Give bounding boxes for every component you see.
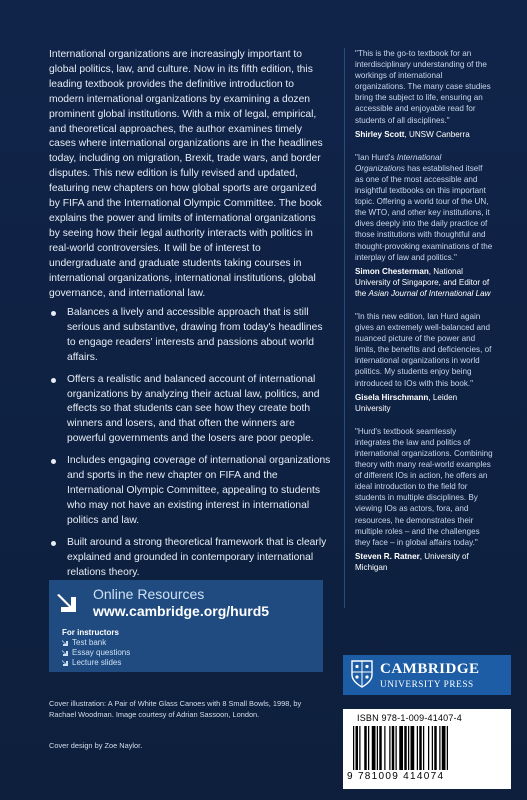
isbn-barcode — [343, 709, 511, 789]
endorsement-attribution — [355, 392, 493, 414]
cover-illustration-credit: Cover illustration: A Pair of White Glass Canoes with 8 Small Bowls, 1998, by Rachael Woodman. Image courtesy of Adrian Sassoon, London. — [49, 699, 302, 719]
endorser-name: Steven R. Ratner — [355, 551, 420, 561]
book-title: International Organizations — [355, 152, 442, 173]
online-resources-title: Online Resources — [93, 586, 205, 602]
barcode-bars — [353, 726, 501, 770]
endorser-affiliation: , University of Michigan — [355, 551, 469, 572]
arrow-icon — [62, 639, 69, 646]
endorsement-quote: "In this new edition, Ian Hurd again gives an extremely well-balanced and nuanced picture of the power and limits, the benefits and deficiencies, of international organizations in world politics. My students enjoy being introduced to IOs with this book." — [355, 311, 492, 388]
bullet-icon — [51, 459, 56, 464]
feature-item — [49, 454, 331, 529]
barcode-digits: 9 781009 414074 — [347, 771, 445, 782]
arrow-icon — [55, 588, 83, 616]
feature-item — [49, 536, 331, 581]
publisher-subname: UNIVERSITY PRESS — [380, 679, 474, 689]
endorsement-quote: "This is the go-to textbook for an interdisciplinary understanding of the workings of international organizations. The many case studies bring the subject to life, ensuring an accessible and enjoyable read for students of all disciplines." — [355, 49, 491, 125]
feature-text: Balances a lively and accessible approach that is still serious and substantive, drawing from today's headlines to engage readers' interests and passions about world affairs. — [67, 307, 323, 363]
isbn-label: ISBN 978-1-009-41407-4 — [357, 713, 462, 723]
resource-label: Test bank — [72, 638, 107, 647]
feature-item — [49, 306, 331, 366]
endorsements — [355, 48, 493, 585]
resource-label: Lecture slides — [72, 658, 122, 667]
endorsement-quote: "Hurd's textbook seamlessly integrates the law and politics of international organizations. Combining theory with many real-world examples of different IOs in action, he offers an ideal introduction to the field for students in multiple disciplines. By viewing IOs as actors, fora, and resources, he demonstrates their multiple roles – and the challenges they face – in global affairs today." — [355, 426, 493, 547]
resource-item — [62, 658, 130, 668]
endorser-affiliation: , Leiden University — [355, 392, 458, 413]
feature-text: Built around a strong theoretical framework that is clearly explained and grounded in contemporary international relations theory. — [67, 536, 327, 578]
arrow-icon — [62, 649, 69, 656]
bullet-icon — [51, 541, 56, 546]
endorsement-quote — [355, 152, 493, 263]
bullet-icon — [51, 311, 56, 316]
cover-design-credit: Cover design by Zoe Naylor. — [49, 741, 143, 750]
feature-item — [49, 373, 331, 448]
resource-item — [62, 638, 130, 648]
resource-list — [62, 638, 130, 668]
endorser-affiliation: , UNSW Canberra — [404, 129, 470, 139]
feature-text: Includes engaging coverage of international organizations and sports in the new chapter on FIFA and the International Olympic Committee, appealing to students who may not have an existing interest in international politics and law. — [67, 455, 331, 526]
journal-title: Asian Journal of International Law — [368, 288, 491, 298]
feature-text: Offers a realistic and balanced account of international organizations by analyzing their actual law, politics, and effects so that students can see how they create both winners and losers, and that often the winners are powerful governments and the losers are poor people. — [67, 373, 320, 445]
publisher-name: CAMBRIDGE — [380, 661, 480, 677]
resource-item — [62, 648, 130, 658]
publisher-logo — [343, 655, 511, 695]
feature-list — [49, 306, 331, 587]
endorsement-attribution — [355, 551, 493, 573]
online-resources-link[interactable]: www.cambridge.org/hurd5 — [93, 603, 270, 619]
endorsement-attribution — [355, 266, 493, 299]
endorsement-attribution — [355, 129, 493, 140]
endorser-affiliation: , National University of Singapore, and Editor of the — [355, 266, 490, 298]
quote-text: "Ian Hurd's — [355, 152, 397, 162]
endorser-name: Gisela Hirschmann — [355, 392, 429, 402]
online-resources-box — [49, 580, 323, 672]
crest-icon — [351, 660, 373, 688]
arrow-icon — [62, 659, 69, 666]
instructors-label: For instructors — [62, 628, 119, 637]
description-text: International organizations are increasingly important to global politics, law, and culture. Now in its fifth edition, this leading textbook provides the definitive introduction to modern international organizations by examining a dozen prominent global institutions. With a mix of legal, empirical, and theoretical approaches, the author examines timely cases where international organizations are in the headlines today, including on migration, Brexit, trade wars, and border disputes. This new edition is fully revised and updated, featuring new chapters on how global sports are organized by FIFA and the International Olympic Committee. The book explains the power and limits of international organizations by seeing how their legal authority interacts with politics in real-world controversies. It will be of interest to undergraduate and graduate students taking courses in international organizations, international institutions, global governance, and international law. — [49, 49, 323, 299]
endorser-name: Shirley Scott — [355, 129, 405, 139]
resource-label: Essay questions — [72, 648, 131, 657]
column-divider — [344, 48, 345, 608]
endorser-name: Simon Chesterman — [355, 266, 429, 276]
quote-text: has established itself as one of the most accessible and insightful textbooks on this important topic. Offering a world tour of the UN, the WTO, and other key institutions, it dives deeply into the daily practice of those institutions with thoughtful and thought-provoking examinations of the interplay of law and politics." — [355, 163, 493, 262]
bullet-icon — [51, 378, 56, 383]
